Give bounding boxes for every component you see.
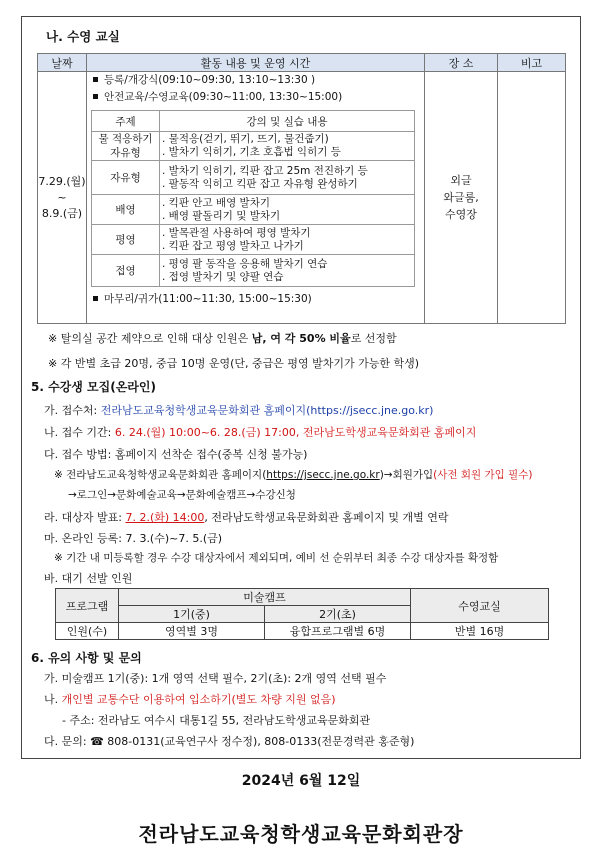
term1-header: 1기(중) xyxy=(119,606,265,623)
bullet-item: 등록/개강식(09:10~09:30, 13:10~13:30 ) xyxy=(87,72,424,89)
note-capacity: ※ 탈의실 공간 제약으로 인해 대상 인원은 남, 여 각 50% 비율로 선정함 xyxy=(48,332,397,345)
lesson-content: . 발목관절 사용하여 평영 발차기 . 킥판 잡고 평영 발차고 나가기 xyxy=(160,225,415,255)
place-cell: 외글 와글룸, 수영장 xyxy=(425,72,498,324)
inner-header-subject: 주제 xyxy=(92,111,160,132)
notice-transport: 나. 개인별 교통수단 이용하여 입소하기(별도 차량 지원 없음) xyxy=(44,693,336,706)
art-camp-header: 미술캠프 xyxy=(119,589,411,606)
content-frame xyxy=(21,16,581,759)
address: - 주소: 전라남도 여수시 대통1길 55, 전라남도학생교육문화회관 xyxy=(62,714,371,727)
swim-section-title: 나. 수영 교실 xyxy=(46,29,120,44)
lesson-content: . 킥판 안고 배영 발차기 . 배영 팔돌리기 및 발차기 xyxy=(160,195,415,225)
announcement: 라. 대상자 발표: 7. 2.(화) 14:00, 전라남도학생교육문화회관 홈페이지 및 개별 연락 xyxy=(44,511,449,524)
lesson-table xyxy=(91,110,415,287)
notice-art-camp: 가. 미술캠프 1기(중): 1개 영역 선택 필수, 2기(초): 2개 영역 선택 필수 xyxy=(44,672,387,685)
remark-cell xyxy=(498,72,566,324)
lesson-content: . 물적응(걷기, 뛰기, 뜨기, 물건줍기) . 발차기 익히기, 기초 호흡법 익히기 등 xyxy=(160,132,415,161)
issue-date: 2024년 6월 12일 xyxy=(241,773,361,789)
waitlist-table xyxy=(55,588,549,640)
lesson-content: . 발차기 익히기, 킥판 잡고 25m 전진하기 등 . 팔동작 익히고 킥판 잡고 자유형 완성하기 xyxy=(160,161,415,195)
lesson-subject: 평영 xyxy=(92,225,160,255)
activity-cell xyxy=(87,72,425,324)
bullet-item: 마무리/귀가(11:00~11:30, 15:00~15:30) xyxy=(87,291,424,308)
bullet-item: 안전교육/수영교육(09:30~11:00, 13:30~15:00) xyxy=(87,89,424,106)
online-registration: 마. 온라인 등록: 7. 3.(수)~7. 5.(금) xyxy=(44,532,223,545)
lesson-subject: 물 적응하기 자유형 xyxy=(92,132,160,161)
date-end: 8.9.(금) xyxy=(41,206,83,220)
swim-schedule-table xyxy=(37,53,566,324)
date-tilde: ~ xyxy=(57,190,67,204)
apply-method: 다. 접수 방법: 홈페이지 선착순 접수(중복 신청 불가능) xyxy=(44,448,308,461)
date-cell xyxy=(38,72,87,324)
header-date: 날짜 xyxy=(38,54,87,72)
section5-title: 5. 수강생 모집(온라인) xyxy=(31,380,156,394)
apply-period: 나. 접수 기간: 6. 24.(월) 10:00~6. 28.(금) 17:00, 전라남도학생교육문화회관 홈페이지 xyxy=(44,426,477,439)
apply-steps-note: ※ 전라남도교육청학생교육문화회관 홈페이지(https://jsecc.jne.go.kr)→회원가입(사전 회원 가입 필수) xyxy=(54,469,533,481)
value-term2: 융합프로그램별 6명 xyxy=(265,623,411,640)
lesson-subject: 배영 xyxy=(92,195,160,225)
value-term1: 영역별 3명 xyxy=(119,623,265,640)
value-swim: 반별 16명 xyxy=(411,623,549,640)
swim-class-header: 수영교실 xyxy=(411,589,549,623)
inner-header-content: 강의 및 실습 내용 xyxy=(160,111,415,132)
lesson-subject: 접영 xyxy=(92,255,160,287)
note-class-size: ※ 각 반별 초급 20명, 중급 10명 운영(단, 중급은 평영 발차기가 가능한 학생) xyxy=(48,357,420,370)
header-remark: 비고 xyxy=(498,54,566,72)
header-activity: 활동 내용 및 운영 시간 xyxy=(87,54,425,72)
term2-header: 2기(초) xyxy=(265,606,411,623)
contact: 다. 문의: ☎ 808-0131(교육연구사 정수정), 808-0133(전문경력관 홍준형) xyxy=(44,735,415,748)
registration-note: ※ 기간 내 미등록할 경우 수강 대상자에서 제외되며, 예비 선 순위부터 최종 수강 대상자를 확정함 xyxy=(54,552,499,564)
square-bullet-icon xyxy=(93,296,98,301)
apply-location: 가. 접수처: 전라남도교육청학생교육문화회관 홈페이지(https://jsecc.jne.go.kr) xyxy=(44,404,434,417)
date-start: 7.29.(월) xyxy=(38,174,86,188)
apply-steps-note-2: →로그인→문화예술교육→문화예술캠프→수강신청 xyxy=(68,489,296,501)
square-bullet-icon xyxy=(93,77,98,82)
section6-title: 6. 유의 사항 및 문의 xyxy=(31,651,142,665)
square-bullet-icon xyxy=(93,94,98,99)
lesson-content: . 평영 팔 동작을 응용해 발차기 연습 . 접영 발차기 및 양팔 연습 xyxy=(160,255,415,287)
program-header: 프로그램 xyxy=(56,589,119,623)
issuer-name: 전라남도교육청학생교육문화회관장 xyxy=(138,822,464,846)
homepage-link[interactable]: https://jsecc.jne.go.kr xyxy=(266,469,380,481)
row-label: 인원(수) xyxy=(56,623,119,640)
waitlist-title: 바. 대기 선발 인원 xyxy=(44,572,133,585)
header-place: 장 소 xyxy=(425,54,498,72)
lesson-subject: 자유형 xyxy=(92,161,160,195)
